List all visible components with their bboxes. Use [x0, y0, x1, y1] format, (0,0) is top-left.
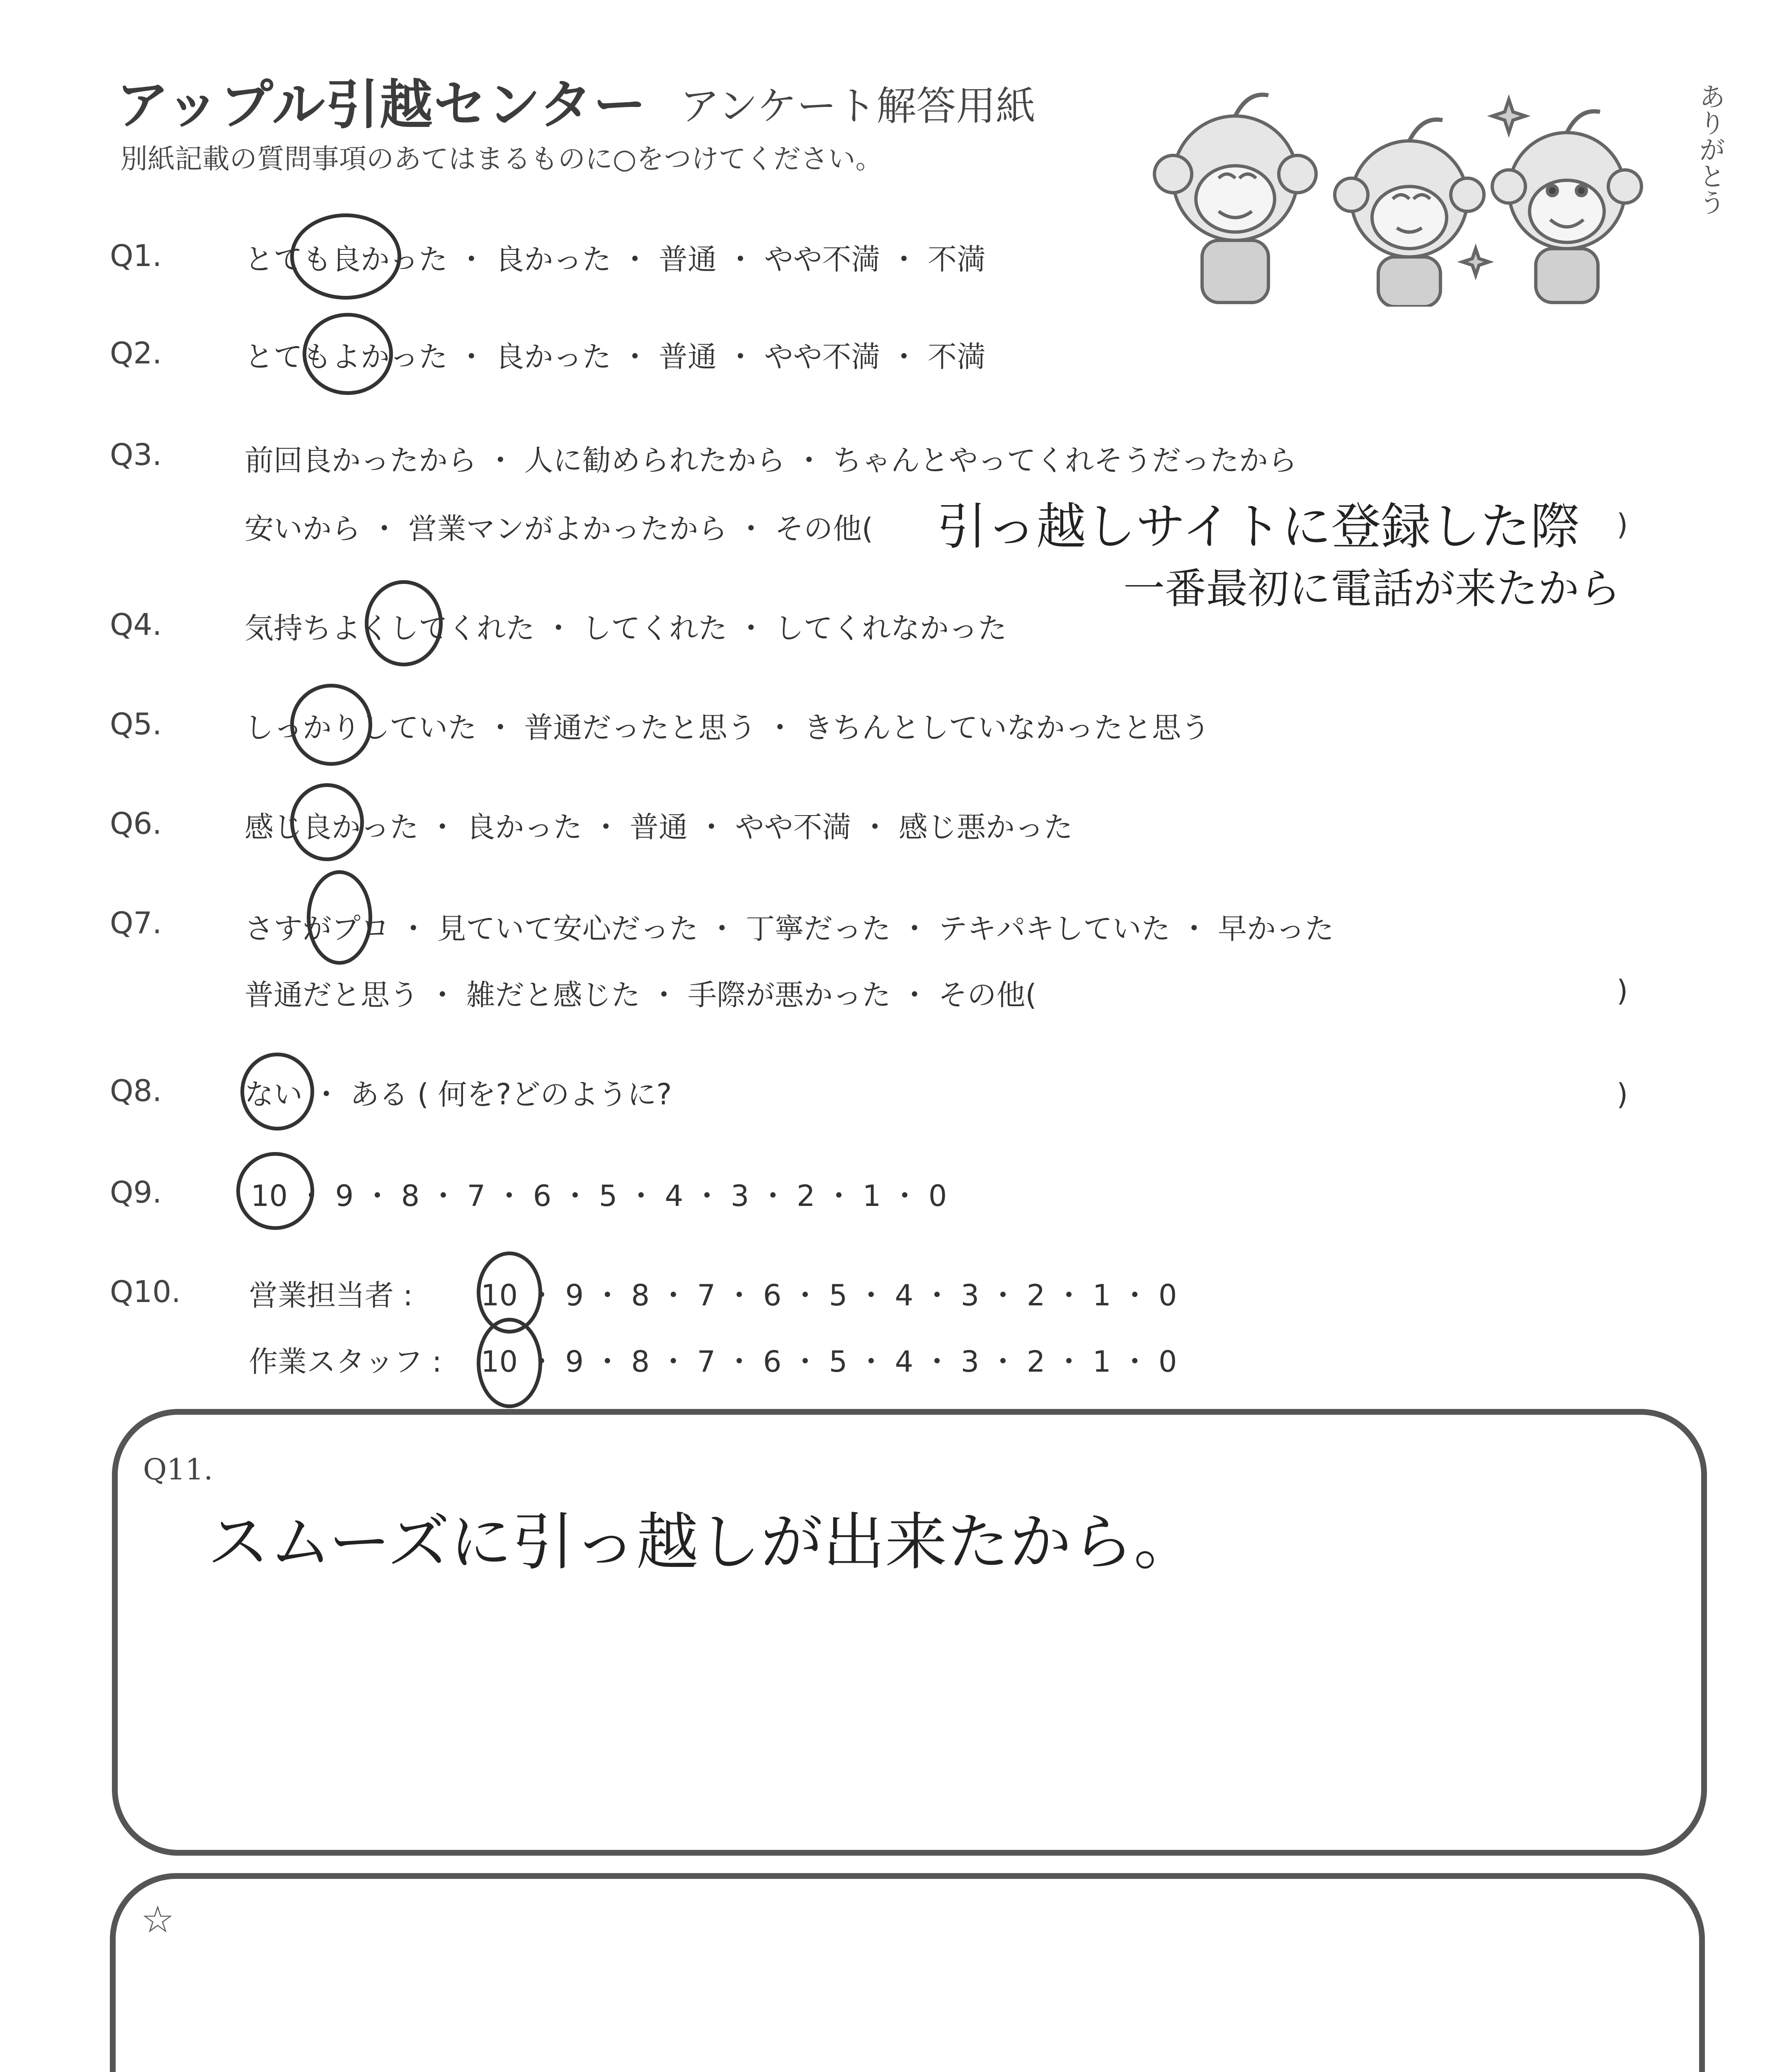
q10-sales-label: 営業担当者 :	[249, 1278, 413, 1312]
q3-close-paren: )	[1617, 508, 1628, 542]
answer-circle	[240, 1053, 314, 1130]
q6-label: Q6.	[110, 806, 162, 841]
q7-close-paren: )	[1617, 974, 1628, 1008]
answer-circle	[290, 684, 372, 766]
q7-options-line2[interactable]: 普通だと思う ・ 雑だと感じた ・ 手際が悪かった ・ その他(	[245, 978, 1037, 1012]
q1-options[interactable]: とても良かった ・ 良かった ・ 普通 ・ やや不満 ・ 不満	[245, 242, 986, 276]
q10-sales-scale[interactable]: 10 ・ 9 ・ 8 ・ 7 ・ 6 ・ 5 ・ 4 ・ 3 ・ 2 ・ 1 ・ 0	[481, 1278, 1177, 1312]
arigatou-text: ありがとう	[1695, 83, 1725, 215]
answer-circle	[290, 783, 364, 861]
answer-circle	[236, 1152, 314, 1230]
q10-staff-scale[interactable]: 10 ・ 9 ・ 8 ・ 7 ・ 6 ・ 5 ・ 4 ・ 3 ・ 2 ・ 1 ・ 0	[481, 1345, 1177, 1379]
q9-label: Q9.	[110, 1175, 162, 1210]
q5-label: Q5.	[110, 707, 162, 741]
q3-options-line2[interactable]: 安いから ・ 営業マンがよかったから ・ その他(	[245, 512, 873, 546]
q9-scale[interactable]: 10 ・ 9 ・ 8 ・ 7 ・ 6 ・ 5 ・ 4 ・ 3 ・ 2 ・ 1 ・ 0	[251, 1179, 947, 1213]
form-instruction: 別紙記載の質問事項のあてはまるものに○をつけてください。	[120, 143, 883, 175]
q11-answer-text: スムーズに引っ越しが出来たから。	[207, 1506, 1196, 1578]
form-subtitle: アンケート解答用紙	[680, 83, 1036, 129]
star-icon: ☆	[141, 1898, 175, 1941]
q11-answer-box[interactable]	[112, 1409, 1707, 1856]
answer-circle	[303, 313, 393, 395]
q2-label: Q2.	[110, 336, 162, 370]
q2-options[interactable]: とてもよかった ・ 良かった ・ 普通 ・ やや不満 ・ 不満	[245, 340, 986, 374]
q3-handwritten-line1: 引っ越しサイトに登録した際	[937, 498, 1580, 556]
q8-close-paren: )	[1617, 1077, 1628, 1111]
answer-circle	[307, 870, 372, 965]
star-comment-box[interactable]	[110, 1873, 1705, 2072]
q10-staff-label: 作業スタッフ :	[249, 1345, 442, 1379]
q4-label: Q4.	[110, 607, 162, 642]
monkey-mascots-icon	[1152, 75, 1683, 307]
q7-options-line1[interactable]: さすがプロ ・ 見ていて安心だった ・ 丁寧だった ・ テキパキしていた ・ 早かった	[245, 912, 1334, 946]
q10-label: Q10.	[110, 1274, 181, 1309]
q3-handwritten-line2: 一番最初に電話が来たから	[1123, 564, 1621, 613]
q8-options[interactable]: ない ・ ある ( 何を?どのように?	[245, 1077, 672, 1111]
q3-options-line1[interactable]: 前回良かったから ・ 人に勧められたから ・ ちゃんとやってくれそうだったから	[245, 443, 1297, 477]
q6-options[interactable]: 感じ良かった ・ 良かった ・ 普通 ・ やや不満 ・ 感じ悪かった	[245, 810, 1073, 844]
answer-circle	[365, 580, 443, 666]
q8-label: Q8.	[110, 1073, 162, 1108]
q5-options[interactable]: しっかりしていた ・ 普通だったと思う ・ きちんとしていなかったと思う	[245, 711, 1210, 745]
q11-label: Q11.	[143, 1452, 213, 1486]
q1-label: Q1.	[110, 238, 162, 273]
q4-options[interactable]: 気持ちよくしてくれた ・ してくれた ・ してくれなかった	[245, 611, 1007, 645]
form-title: アップル引越センター	[116, 74, 647, 136]
q7-label: Q7.	[110, 905, 162, 940]
answer-circle	[477, 1318, 542, 1408]
q3-label: Q3.	[110, 437, 162, 472]
answer-circle	[290, 213, 401, 300]
